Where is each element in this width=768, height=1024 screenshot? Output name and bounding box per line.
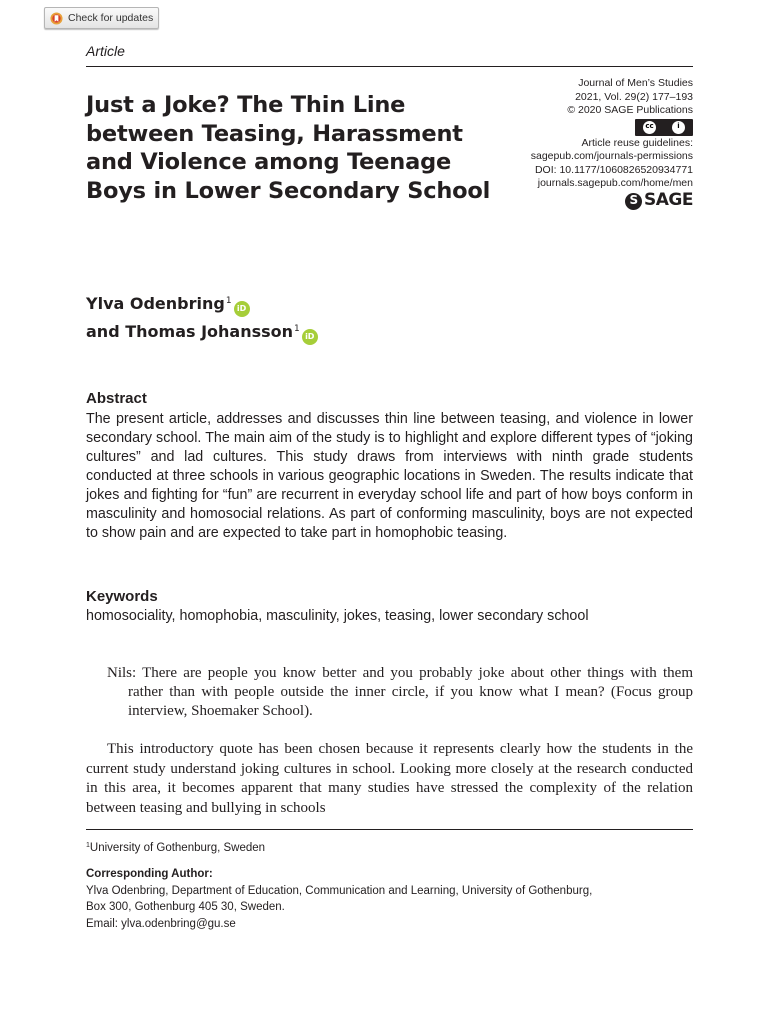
corresponding-address-line-2: Box 300, Gothenburg 405 30, Sweden. xyxy=(86,901,285,913)
affiliation-footnote xyxy=(86,842,265,854)
affiliation-mark: 1 xyxy=(225,296,232,306)
sage-s-icon: S xyxy=(625,193,642,210)
sage-logo: S SAGE xyxy=(625,193,693,210)
journal-name: Journal of Men’s Studies xyxy=(578,77,693,89)
author-list xyxy=(86,289,318,345)
author-1 xyxy=(86,289,318,317)
check-for-updates-button[interactable] xyxy=(44,7,159,29)
journal-homepage-link[interactable]: journals.sagepub.com/home/men xyxy=(537,177,693,189)
affiliation-text: University of Gothenburg, Sweden xyxy=(89,842,266,854)
header-rule xyxy=(86,66,693,67)
author-prefix: and xyxy=(86,322,126,341)
corresponding-address-line-1: Ylva Odenbring, Department of Education, Communication and Learning, University of Gothenburg, xyxy=(86,884,593,897)
permissions-link[interactable]: sagepub.com/journals-permissions xyxy=(530,150,693,162)
article-type-label: Article xyxy=(86,43,125,59)
cc-by-icon[interactable]: cc i xyxy=(635,119,693,136)
check-updates-icon xyxy=(50,12,63,25)
footnote-rule xyxy=(86,829,693,830)
orcid-icon[interactable]: iD xyxy=(302,329,318,345)
body-paragraph: This introductory quote has been chosen because it represents clearly how the students in the current study understand joking cultures in school. Looking more closely at the research conducted in this area, it becomes apparent that many studies have stressed the complexity of the relation between teasing and bullying in schools xyxy=(86,741,693,816)
doi-link[interactable]: DOI: 10.1177/1060826520934771 xyxy=(534,163,693,176)
journal-info-block xyxy=(473,77,693,210)
affiliation-mark: 1 xyxy=(294,324,300,334)
reuse-guidelines-label: Article reuse guidelines: xyxy=(581,136,693,149)
author-name: Ylva Odenbring xyxy=(86,294,225,313)
keywords-heading: Keywords xyxy=(86,588,158,605)
epigraph-quote: Nils: There are people you know better and you probably joke about other things with them rather than with people outside the inner circle, if you know what I mean? (Focus group interview, Shoemaker School). xyxy=(107,665,693,719)
abstract-heading: Abstract xyxy=(86,390,147,407)
copyright-line: © 2020 SAGE Publications xyxy=(567,104,693,116)
keywords-text: homosociality, homophobia, masculinity, jokes, teasing, lower secondary school xyxy=(86,608,589,624)
corresponding-email[interactable]: Email: ylva.odenbring@gu.se xyxy=(86,917,236,930)
article-title: Just a Joke? The Thin Line between Teasing, Harassment and Violence among Teenage Boys in Lower Secondary School xyxy=(86,92,491,204)
journal-volume: 2021, Vol. 29(2) 177–193 xyxy=(575,90,693,103)
check-updates-label: Check for updates xyxy=(68,12,154,24)
abstract-text: The present article, addresses and discusses thin line between teasing, and violence in lower secondary school. The main aim of the study is to highlight and explore different types of “joking cultures” and lad cultures. This study draws from interviews with ninth grade students conducted at three schools in various geographic locations in Sweden. The results indicate that jokes and fighting for “fun” are recurrent in everyday school life and part of how boys conform in masculinity and homosocial relations. As part of conforming masculinity, boys are not expected to show pain and are expected to take part in homophobic teasing. xyxy=(86,411,693,541)
author-name: Thomas Johansson xyxy=(125,322,294,341)
corresponding-author-label: Corresponding Author: xyxy=(86,868,213,880)
author-2 xyxy=(86,317,318,345)
affiliation-mark: 1 xyxy=(86,842,90,849)
corresponding-author-block xyxy=(86,866,693,932)
orcid-icon[interactable]: iD xyxy=(234,301,250,317)
